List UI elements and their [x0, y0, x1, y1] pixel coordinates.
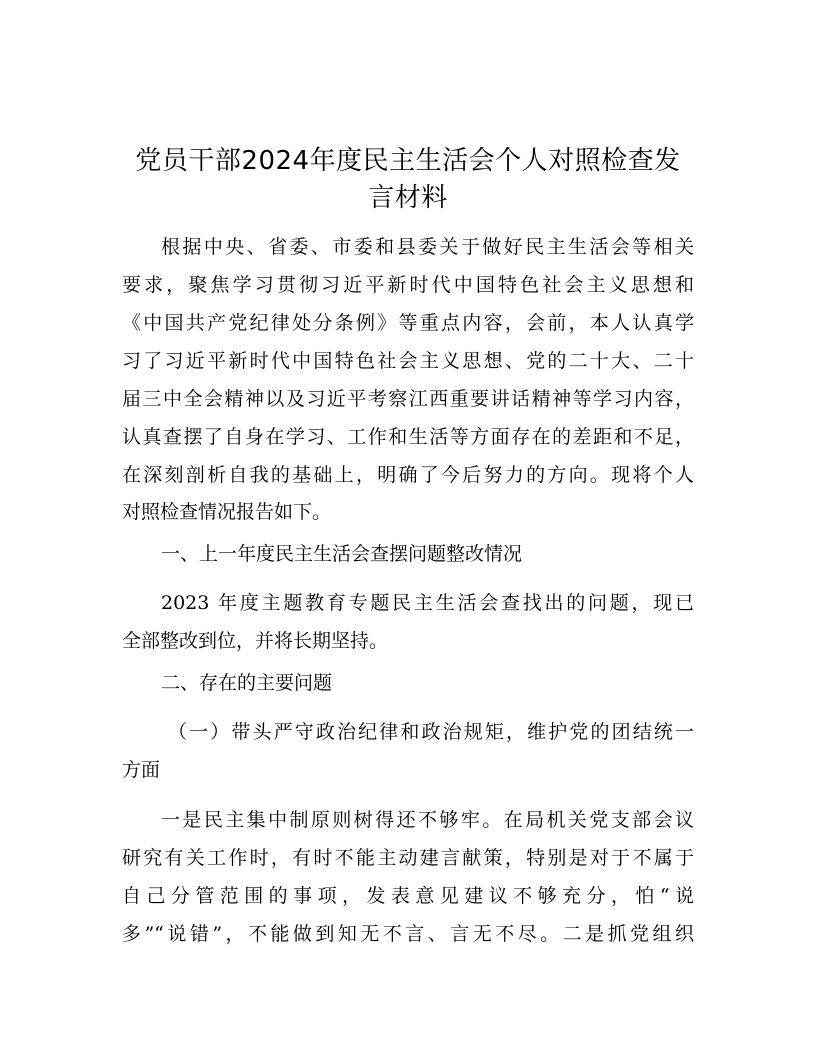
body-line: 研究有关工作时，有时不能主动建言献策，特别是对于不属于: [122, 847, 694, 869]
body-line: 一是民主集中制原则树得还不够牢。在局机关党支部会议: [161, 809, 694, 831]
body-line: 2023 年度主题教育专题民主生活会查找出的问题，现已: [161, 592, 694, 614]
body-line: 根据中央、省委、市委和县委关于做好民主生活会等相关: [161, 236, 694, 258]
body-line: 习了习近平新时代中国特色社会主义思想、党的二十大、二十: [122, 350, 694, 372]
subsection-heading-line: （一）带头严守政治纪律和政治规矩，维护党的团结统一: [168, 721, 694, 743]
body-line: 要求，聚焦学习贯彻习近平新时代中国特色社会主义思想和: [122, 274, 694, 296]
body-line: 届三中全会精神以及习近平考察江西重要讲话精神等学习内容，: [122, 388, 694, 410]
body-line: 在深刻剖析自我的基础上，明确了今后努力的方向。现将个人: [122, 464, 694, 486]
body-line: 全部整改到位，并将长期坚持。: [122, 630, 389, 652]
subsection-heading-line: 方面: [122, 759, 161, 781]
body-line: 自己分管范围的事项，发表意见建议不够充分，怕“说: [122, 885, 694, 907]
body-line: 对照检查情况报告如下。: [122, 501, 332, 523]
section-heading-2: 二、存在的主要问题: [161, 672, 333, 694]
document-title-line-2: 言材料: [368, 183, 448, 213]
section-heading-1: 一、上一年度民主生活会查摆问题整改情况: [161, 543, 523, 565]
body-line: 认真查摆了自身在学习、工作和生活等方面存在的差距和不足，: [122, 426, 694, 448]
body-line: 多”“说错”，不能做到知无不言、言无不尽。二是抓党组织: [122, 923, 694, 945]
document-title-line-1: 党员干部2024年度民主生活会个人对照检查发: [135, 146, 681, 176]
body-line: 《中国共产党纪律处分条例》等重点内容，会前，本人认真学: [122, 312, 694, 334]
